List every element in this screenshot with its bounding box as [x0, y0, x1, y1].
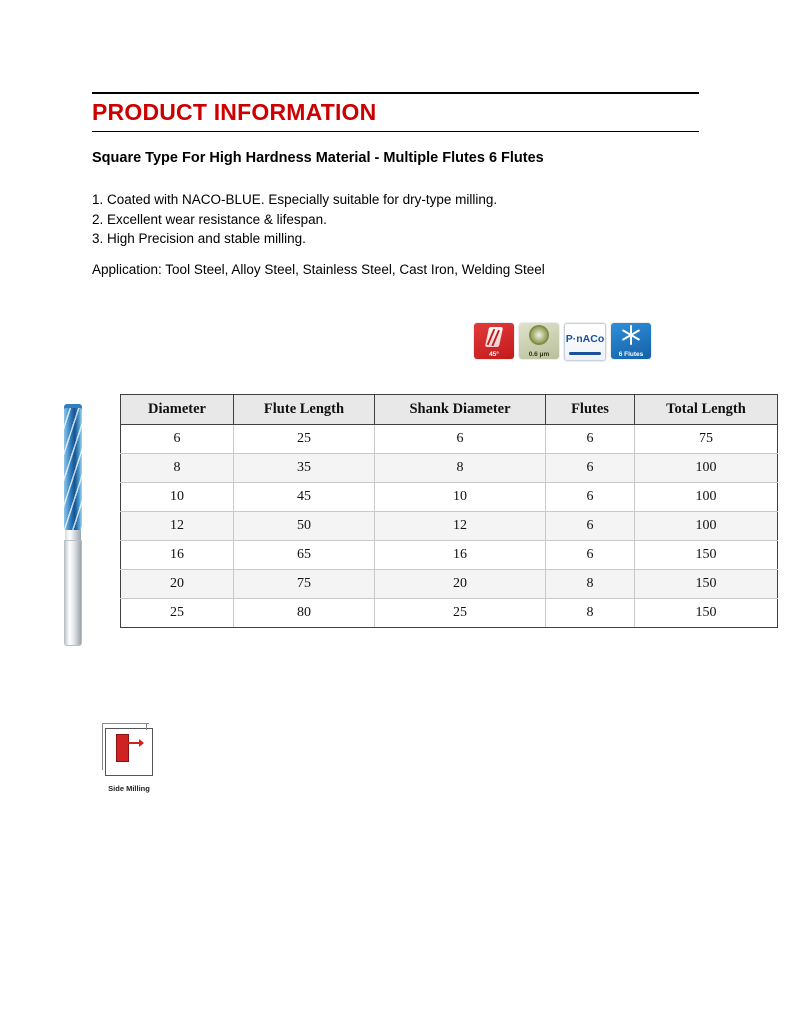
helix-glyph-icon [485, 327, 503, 347]
cell-flutes: 8 [546, 599, 635, 628]
table-row [121, 512, 778, 541]
flute-count-badge-icon [611, 323, 651, 359]
cell-diameter: 6 [121, 425, 234, 454]
cell-flute-length: 45 [234, 483, 375, 512]
column-header-flutes: Flutes [546, 395, 635, 425]
helix-angle-label: 45° [489, 351, 499, 358]
cell-diameter: 25 [121, 599, 234, 628]
cell-flute-length: 50 [234, 512, 375, 541]
table-row [121, 599, 778, 628]
feature-list [92, 190, 497, 249]
cell-shank-diameter: 12 [375, 512, 546, 541]
pnaco-underline-icon [569, 352, 601, 355]
table-row [121, 483, 778, 512]
cell-diameter: 8 [121, 454, 234, 483]
column-header-shank-diameter: Shank Diameter [375, 395, 546, 425]
page-title: PRODUCT INFORMATION [92, 99, 377, 125]
column-header-total-length: Total Length [635, 395, 778, 425]
side-milling-diagram [100, 728, 158, 800]
cell-flutes: 6 [546, 483, 635, 512]
cell-diameter: 20 [121, 570, 234, 599]
specification-table [120, 394, 778, 628]
cell-flute-length: 80 [234, 599, 375, 628]
workpiece-cube-icon [105, 728, 153, 776]
cell-flutes: 8 [546, 570, 635, 599]
endmill-neck [65, 530, 81, 540]
cell-flute-length: 75 [234, 570, 375, 599]
cell-shank-diameter: 8 [375, 454, 546, 483]
coating-thickness-label: 0.6 μm [528, 351, 550, 358]
table-row [121, 570, 778, 599]
cell-shank-diameter: 25 [375, 599, 546, 628]
endmill-illustration [58, 408, 88, 648]
cell-total-length: 150 [635, 599, 778, 628]
cell-flutes: 6 [546, 512, 635, 541]
table-row [121, 541, 778, 570]
helix-angle-badge-icon [474, 323, 514, 359]
cell-flute-length: 25 [234, 425, 375, 454]
cell-diameter: 16 [121, 541, 234, 570]
feature-item: 3. High Precision and stable milling. [92, 231, 306, 246]
table-header-row [121, 395, 778, 425]
cell-total-length: 75 [635, 425, 778, 454]
endmill-shank [64, 540, 82, 646]
pnaco-coating-badge-icon [564, 323, 606, 361]
cell-flutes: 6 [546, 454, 635, 483]
column-header-flute-length: Flute Length [234, 395, 375, 425]
cell-shank-diameter: 6 [375, 425, 546, 454]
coating-thickness-badge-icon [519, 323, 559, 359]
cell-shank-diameter: 20 [375, 570, 546, 599]
coating-circle-icon [531, 327, 547, 343]
badge-row [474, 323, 651, 361]
cell-flute-length: 35 [234, 454, 375, 483]
cell-total-length: 150 [635, 541, 778, 570]
cell-flute-length: 65 [234, 541, 375, 570]
cell-total-length: 150 [635, 570, 778, 599]
snowflake-icon [621, 325, 641, 345]
cell-diameter: 12 [121, 512, 234, 541]
cell-shank-diameter: 10 [375, 483, 546, 512]
side-milling-caption: Side Milling [108, 784, 150, 793]
cell-flutes: 6 [546, 425, 635, 454]
cell-total-length: 100 [635, 483, 778, 512]
column-header-diameter: Diameter [121, 395, 234, 425]
flute-count-label: 6 Flutes [618, 351, 644, 358]
header-bottom-rule [92, 131, 699, 132]
cell-total-length: 100 [635, 454, 778, 483]
cell-shank-diameter: 16 [375, 541, 546, 570]
cell-total-length: 100 [635, 512, 778, 541]
feed-direction-arrow-icon [127, 742, 143, 744]
endmill-flute-section [64, 408, 82, 530]
product-subtitle: Square Type For High Hardness Material - Multiple Flutes 6 Flutes [92, 150, 544, 166]
application-text: Application: Tool Steel, Alloy Steel, Stainless Steel, Cast Iron, Welding Steel [92, 262, 545, 277]
table-row [121, 454, 778, 483]
cutting-tool-icon [116, 734, 129, 762]
feature-item: 2. Excellent wear resistance & lifespan. [92, 211, 327, 227]
cell-diameter: 10 [121, 483, 234, 512]
pnaco-label: P·nACo [565, 333, 605, 345]
cell-flutes: 6 [546, 541, 635, 570]
table-row [121, 425, 778, 454]
header-top-rule [92, 92, 699, 94]
feature-item: 1. Coated with NACO-BLUE. Especially suitable for dry-type milling. [92, 192, 498, 207]
